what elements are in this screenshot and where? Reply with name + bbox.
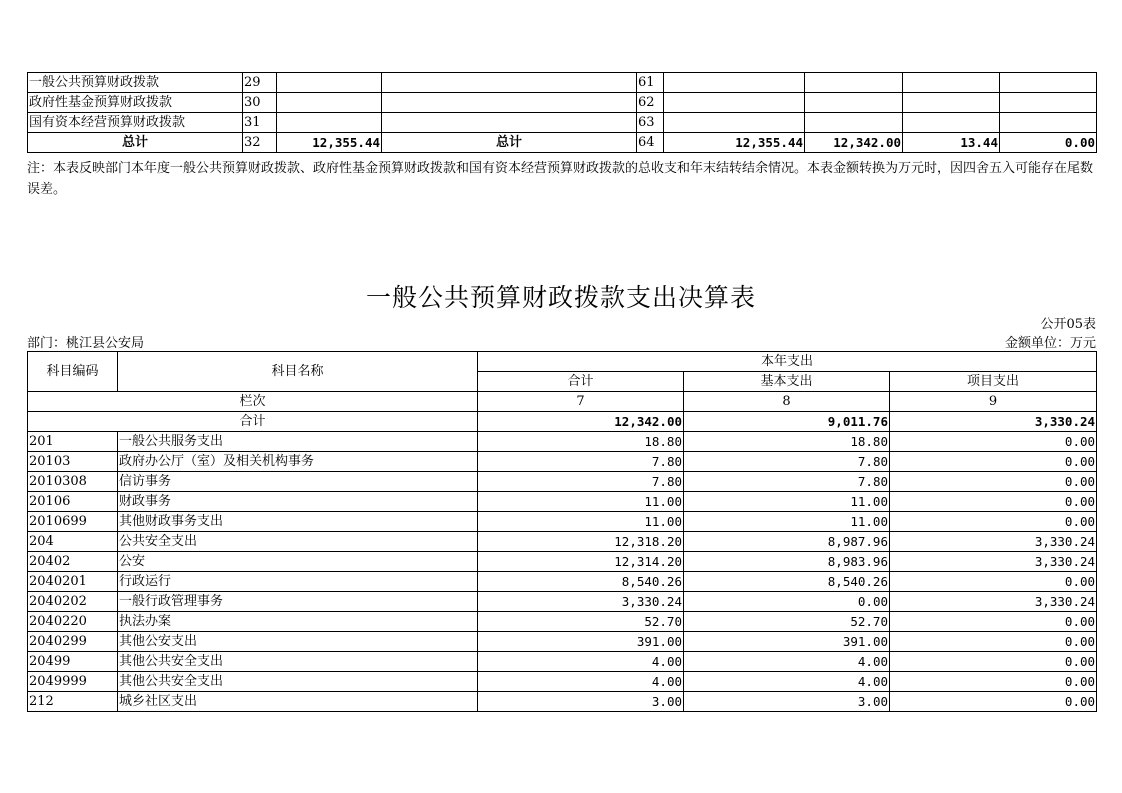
table-row [28, 472, 1097, 492]
amount-total: 7.80 [478, 472, 684, 492]
left-line-number: 30 [243, 93, 277, 113]
subject-code: 2040220 [28, 612, 118, 632]
header-total: 合计 [478, 372, 684, 392]
left-line-number: 29 [243, 73, 277, 93]
amount-basic: 7.80 [684, 472, 890, 492]
amount-basic: 11.00 [684, 512, 890, 532]
amount-total: 3,330.24 [478, 592, 684, 612]
table-note: 注：本表反映部门本年度一般公共预算财政拨款、政府性基金预算财政拨款和国有资本经营预算财政拨款的总收支和年末结转结余情况。本表金额转换为万元时，因四舍五入可能存在尾数误差。 [27, 161, 1094, 197]
amount-total: 4.00 [478, 672, 684, 692]
column-index-row [28, 392, 1097, 412]
summary-row [28, 73, 1097, 93]
right-line-number: 64 [637, 133, 664, 153]
amount-basic: 0.00 [684, 592, 890, 612]
amount-project: 3,330.24 [890, 592, 1097, 612]
amount-project: 0.00 [890, 572, 1097, 592]
subject-code: 204 [28, 532, 118, 552]
department-label: 部门：桃江县公安局 [27, 336, 145, 351]
table-row [28, 572, 1097, 592]
right-item-name [382, 93, 637, 113]
amount-total: 391.00 [478, 632, 684, 652]
right-total [664, 93, 805, 113]
amount-project: 0.00 [890, 612, 1097, 632]
right-line-number: 61 [637, 73, 664, 93]
left-item-name: 总计 [28, 133, 243, 153]
left-amount [277, 113, 382, 133]
amount-total: 52.70 [478, 612, 684, 632]
amount-total: 18.80 [478, 432, 684, 452]
subject-name: 一般行政管理事务 [118, 592, 478, 612]
right-basic [805, 73, 903, 93]
subject-name: 其他公安支出 [118, 632, 478, 652]
summary-total-row [28, 133, 1097, 153]
table-row [28, 512, 1097, 532]
table-row [28, 552, 1097, 572]
amount-basic: 52.70 [684, 612, 890, 632]
sum-project: 3,330.24 [890, 412, 1097, 432]
subject-name: 其他公共安全支出 [118, 652, 478, 672]
header-name: 科目名称 [118, 352, 478, 392]
subject-code: 2040299 [28, 632, 118, 652]
amount-total: 12,314.20 [478, 552, 684, 572]
subject-name: 行政运行 [118, 572, 478, 592]
right-line-number: 62 [637, 93, 664, 113]
subject-name: 执法办案 [118, 612, 478, 632]
amount-basic: 8,987.96 [684, 532, 890, 552]
table-row [28, 432, 1097, 452]
header-current-year: 本年支出 [478, 352, 1097, 372]
amount-project: 0.00 [890, 452, 1097, 472]
right-project [903, 113, 1000, 133]
summary-row [28, 93, 1097, 113]
right-project [903, 73, 1000, 93]
right-item-name: 总计 [382, 133, 637, 153]
right-project: 13.44 [903, 133, 1000, 153]
amount-basic: 7.80 [684, 452, 890, 472]
form-number: 公开05表 [1040, 317, 1096, 332]
amount-project: 0.00 [890, 652, 1097, 672]
left-item-name: 政府性基金预算财政拨款 [28, 93, 243, 113]
subject-code: 2040201 [28, 572, 118, 592]
right-total [664, 113, 805, 133]
subject-name: 一般公共服务支出 [118, 432, 478, 452]
table-row [28, 692, 1097, 712]
amount-project: 0.00 [890, 512, 1097, 532]
column-index-cell: 9 [890, 392, 1097, 412]
column-index-label: 栏次 [28, 392, 478, 412]
subject-name: 城乡社区支出 [118, 692, 478, 712]
subject-name: 信访事务 [118, 472, 478, 492]
amount-basic: 4.00 [684, 652, 890, 672]
right-line-number: 63 [637, 113, 664, 133]
header-basic: 基本支出 [684, 372, 890, 392]
table-row [28, 652, 1097, 672]
subject-code: 20103 [28, 452, 118, 472]
subject-code: 2049999 [28, 672, 118, 692]
subject-code: 20499 [28, 652, 118, 672]
subject-code: 20402 [28, 552, 118, 572]
subject-code: 2040202 [28, 592, 118, 612]
amount-total: 11.00 [478, 512, 684, 532]
column-index-cell: 8 [684, 392, 890, 412]
column-index-cell: 7 [478, 392, 684, 412]
right-item-name [382, 73, 637, 93]
amount-total: 8,540.26 [478, 572, 684, 592]
amount-basic: 11.00 [684, 492, 890, 512]
right-basic [805, 93, 903, 113]
left-amount: 12,355.44 [277, 133, 382, 153]
page-title: 一般公共预算财政拨款支出决算表 [365, 283, 756, 312]
right-item-name [382, 113, 637, 133]
right-total [664, 73, 805, 93]
subject-name: 其他财政事务支出 [118, 512, 478, 532]
subject-code: 20106 [28, 492, 118, 512]
header-code: 科目编码 [28, 352, 118, 392]
right-basic: 12,342.00 [805, 133, 903, 153]
expenditure-table [27, 351, 1097, 712]
header-row [28, 352, 1097, 372]
table-row [28, 672, 1097, 692]
header-project: 项目支出 [890, 372, 1097, 392]
left-amount [277, 73, 382, 93]
table-row [28, 632, 1097, 652]
subject-name: 财政事务 [118, 492, 478, 512]
amount-total: 3.00 [478, 692, 684, 712]
right-balance [1000, 113, 1097, 133]
summary-row [28, 113, 1097, 133]
amount-project: 3,330.24 [890, 552, 1097, 572]
table-row [28, 452, 1097, 472]
right-project [903, 93, 1000, 113]
sum-row [28, 412, 1097, 432]
table-row [28, 532, 1097, 552]
right-balance [1000, 73, 1097, 93]
left-item-name: 国有资本经营预算财政拨款 [28, 113, 243, 133]
sum-label: 合计 [28, 412, 478, 432]
left-line-number: 32 [243, 133, 277, 153]
amount-basic: 8,540.26 [684, 572, 890, 592]
amount-basic: 4.00 [684, 672, 890, 692]
subject-code: 2010699 [28, 512, 118, 532]
subject-name: 公共安全支出 [118, 532, 478, 552]
right-balance [1000, 93, 1097, 113]
left-item-name: 一般公共预算财政拨款 [28, 73, 243, 93]
subject-name: 公安 [118, 552, 478, 572]
amount-project: 0.00 [890, 492, 1097, 512]
left-line-number: 31 [243, 113, 277, 133]
right-basic [805, 113, 903, 133]
amount-basic: 3.00 [684, 692, 890, 712]
amount-unit-label: 金额单位：万元 [1004, 336, 1096, 351]
subject-code: 212 [28, 692, 118, 712]
amount-project: 0.00 [890, 672, 1097, 692]
amount-project: 0.00 [890, 632, 1097, 652]
amount-total: 11.00 [478, 492, 684, 512]
amount-total: 12,318.20 [478, 532, 684, 552]
amount-basic: 8,983.96 [684, 552, 890, 572]
right-total: 12,355.44 [664, 133, 805, 153]
amount-total: 4.00 [478, 652, 684, 672]
table-row [28, 492, 1097, 512]
amount-project: 0.00 [890, 472, 1097, 492]
amount-project: 3,330.24 [890, 532, 1097, 552]
left-amount [277, 93, 382, 113]
amount-total: 7.80 [478, 452, 684, 472]
subject-name: 政府办公厅（室）及相关机构事务 [118, 452, 478, 472]
amount-basic: 18.80 [684, 432, 890, 452]
sum-basic: 9,011.76 [684, 412, 890, 432]
summary-table [27, 72, 1097, 153]
subject-name: 其他公共安全支出 [118, 672, 478, 692]
table-row [28, 612, 1097, 632]
amount-basic: 391.00 [684, 632, 890, 652]
amount-project: 0.00 [890, 432, 1097, 452]
subject-code: 2010308 [28, 472, 118, 492]
right-balance: 0.00 [1000, 133, 1097, 153]
table-row [28, 592, 1097, 612]
sum-total: 12,342.00 [478, 412, 684, 432]
subject-code: 201 [28, 432, 118, 452]
amount-project: 0.00 [890, 692, 1097, 712]
